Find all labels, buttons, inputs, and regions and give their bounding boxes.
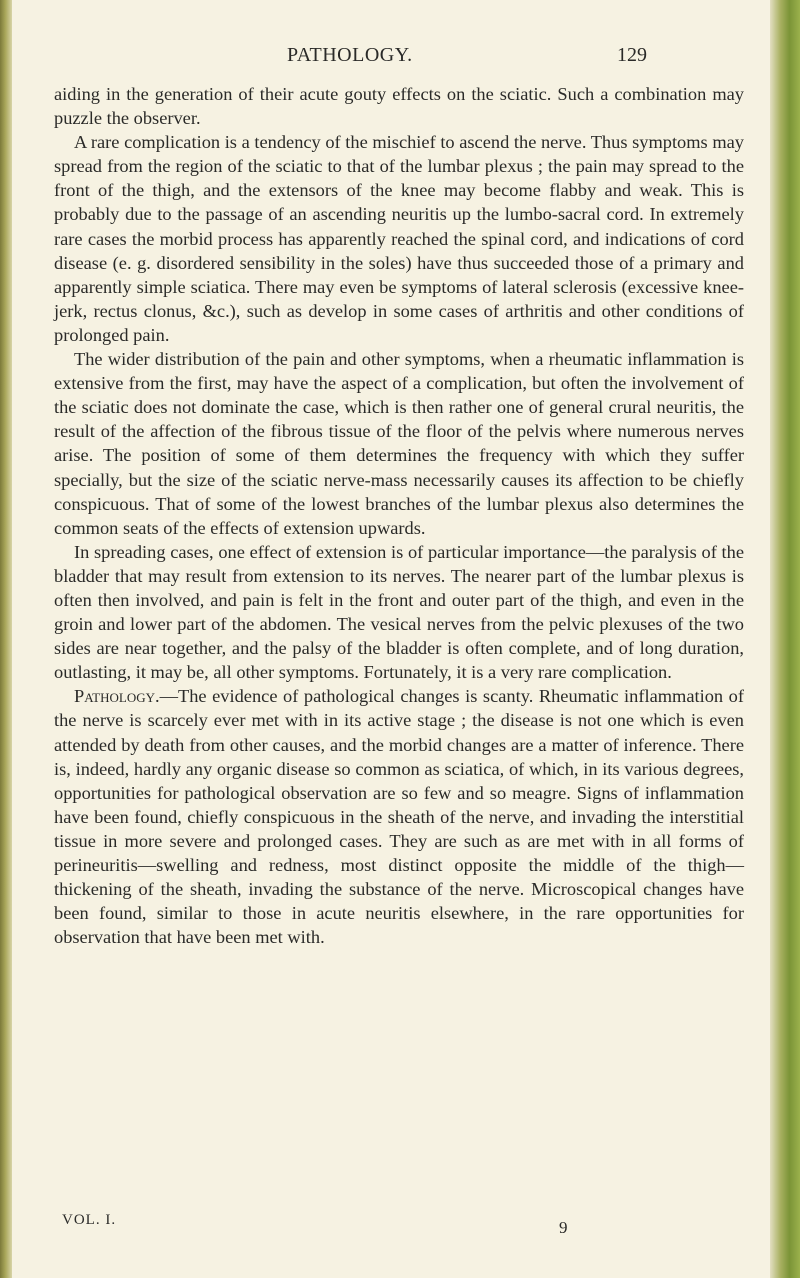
signature-mark: 9 [559,1218,568,1237]
volume-label: VOL. I. [62,1212,117,1228]
running-title: PATHOLOGY. [287,44,413,66]
book-page [12,0,770,1278]
scan-right-edge [770,0,800,1278]
paragraph-spreading-cases: In spreading cases, one effect of extension is of particular importance—the paralysis of the bladder that may result from extension to its nerves. The nearer part of the lumbar plexus is often then involved, and pain is felt in the front and outer part of the thigh, and even in the groin and lower part of the abdomen. The vesical nerves from the pelvic plexuses of the two sides are near together, and the palsy of the bladder is often complete, and of long duration, outlasting, it may be, all other symptoms. Fortunately, it is a very rare complication. [54,541,744,683]
running-head [12,44,770,74]
pathology-heading: Pathology. [74,686,160,707]
scan-left-edge [0,0,12,1278]
paragraph-wider-distribution: The wider distribution of the pain and other symptoms, when a rheumatic inflammation is extensive from the first, may have the aspect of a complication, but often the involvement of the sciatic does not dominate the case, which is then rather one of general crural neuritis, the result of the affection of the fibrous tissue of the floor of the pelvis where numerous nerves arise. The position of some of them determines the frequency with which they suffer specially, but the size of the sciatic nerve-mass necessarily causes its affection to be chiefly conspicuous. That of some of the lowest branches of the lumbar plexus also determines the common seats of the effects of extension upwards. [54,349,744,538]
paragraph-continued: aiding in the generation of their acute gouty effects on the sciatic. Such a combination may puzzle the observer. [54,84,744,129]
body-text [54,82,744,949]
paragraph-pathology [54,684,744,949]
paragraph-ascending-complication: A rare complication is a tendency of the mischief to ascend the nerve. Thus symptoms may spread from the region of the sciatic to that of the lumbar plexus ; the pain may spread to the front of the thigh, and the extensors of the knee may become flabby and weak. This is probably due to the passage of an ascending neuritis up the lumbo-sacral cord. In extremely rare cases the morbid process has apparently reached the spinal cord, and indications of cord disease (e. g. disordered sensibility in the soles) have thus succeeded those of a primary and apparently simple sciatica. There may even be symptoms of lateral sclerosis (excessive knee-jerk, rectus clonus, &c.), such as develop in some cases of arthritis and other conditions of prolonged pain. [54,132,744,345]
page-footer [54,1212,744,1238]
pathology-text: —The evidence of pathological changes is scanty. Rheumatic inflammation of the nerve is scarcely ever met with in its active stage ; the disease is not one which is even attended by death from other causes, and the morbid changes are a matter of inference. There is, indeed, hardly any organic disease so common as sciatica, of which, in its various degrees, opportunities for pathological observation are so few and so meagre. Signs of inflammation have been found, chiefly conspicuous in the sheath of the nerve, and invading the interstitial tissue in more severe and prolonged cases. They are such as are met with in all forms of perineuritis—swelling and redness, most distinct opposite the middle of the thigh—thickening of the sheath, invading the substance of the nerve. Microscopical changes have been found, similar to those in acute neuritis elsewhere, in the rare opportunities for observation that have been met with. [54,686,744,948]
page-number: 129 [617,44,647,66]
